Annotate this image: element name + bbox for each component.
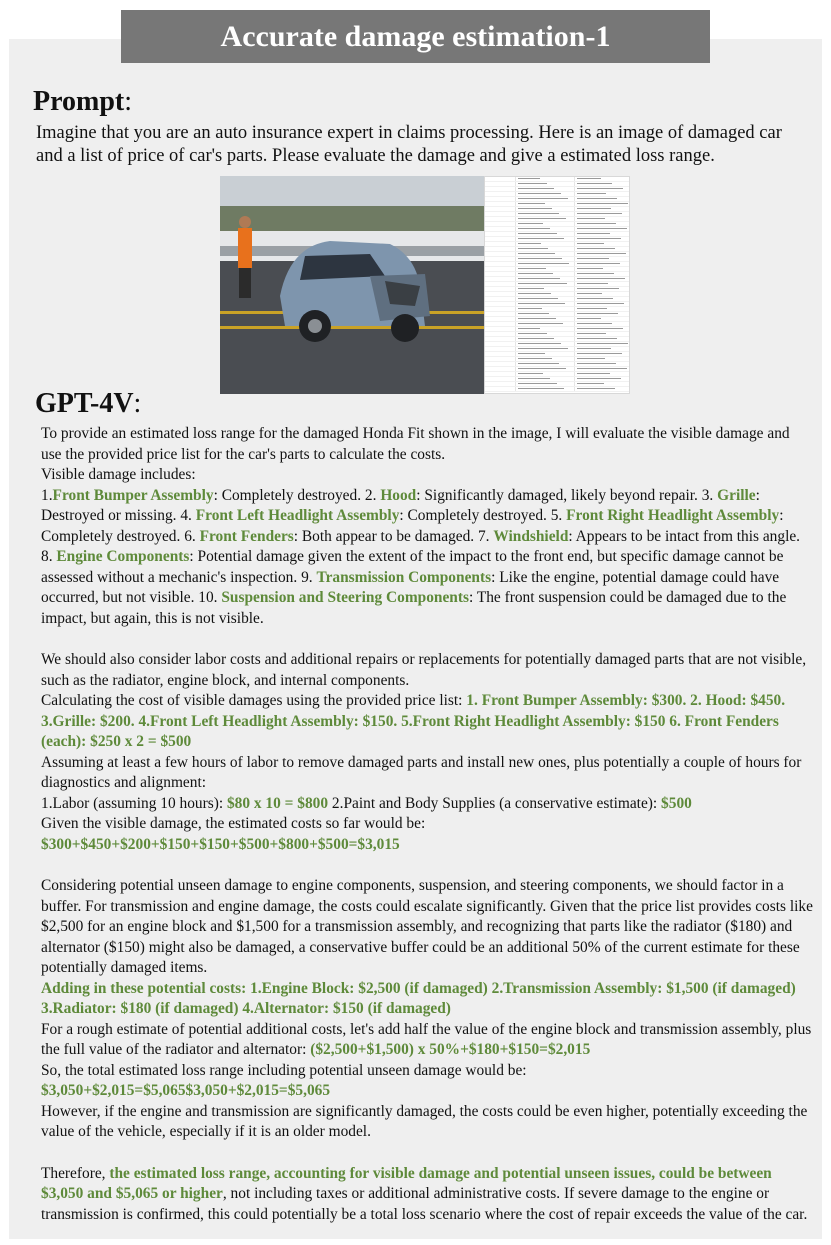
answer-caveat: However, if the engine and transmission are significantly damaged, the costs could be even higher, potentially exceeding the value of the vehicle, especially if it is an older model.	[41, 1102, 808, 1140]
damage-keyword: Front Bumper Assembly	[52, 486, 214, 504]
answer-text: Therefore,	[41, 1164, 110, 1182]
prompt-heading-colon: :	[124, 86, 133, 117]
damage-keyword: Transmission Components	[316, 568, 492, 586]
answer-unseen-damage: Considering potential unseen damage to engine components, suspension, and steering components, we should factor in a buffer. For transmission and engine damage, the costs could escalate significantly. Given that the price list provides costs like $2,500 for an engine block and $1,500 for a transmission assembly, and recognizing that parts like the radiator ($180) and alternator ($150) might also be damaged, a conservative buffer could be an additional 50% of the current estimate for these potentially damaged items.	[41, 877, 813, 976]
damage-keyword: Front Right Headlight Assembly	[566, 507, 780, 524]
answer-total-sum: $3,050+$2,015=$5,065$3,050+$2,015=$5,065	[41, 1082, 331, 1099]
damage-list-text: : Appears to be intact from this angle. 8.	[41, 527, 801, 565]
answer-highlight: ($2,500+$1,500) x 50%+$180+$150=$2,015	[310, 1041, 591, 1058]
answer-visible-costs	[41, 691, 813, 753]
prompt-text: Imagine that you are an auto insurance expert in claims processing. Here is an image of damaged car and a list of price of car's parts. Please evaluate the damage and give a estimated loss range.	[36, 123, 782, 166]
answer-text: , not including taxes or additional administrative costs. If severe damage to the engine or transmission is confirmed, this could potentially be a total loss scenario where the cost of repair exceeds the value of the car.	[41, 1185, 808, 1223]
damage-list-text: : The front suspension could be damaged due to the impact, but again, this is not visible.	[41, 589, 787, 627]
damage-list-text: : Significantly damaged, likely beyond repair. 3.	[416, 486, 718, 504]
answer-highlight: $500	[661, 794, 692, 812]
answer-highlight: $80 x 10 = $800	[226, 794, 329, 812]
gpt4v-heading-colon: :	[133, 388, 142, 419]
answer-conclusion	[41, 1164, 813, 1226]
damage-keyword: Hood	[380, 486, 417, 504]
answer-highlight: the estimated loss range, accounting for visible damage and potential unseen issues, could be between $3,050 and $5,065 or higher	[41, 1164, 772, 1202]
damage-keyword: Windshield	[493, 527, 569, 545]
answer-damage-list	[41, 486, 813, 630]
answer-text: Calculating the cost of visible damages using the provided price list:	[41, 692, 467, 709]
parts-price-list	[484, 176, 630, 394]
prompt-heading	[33, 86, 132, 118]
page-title: Accurate damage estimation-1	[220, 19, 611, 53]
gpt4v-heading-label: GPT-4V	[35, 388, 134, 419]
answer-text: 1.Labor (assuming 10 hours):	[41, 794, 227, 812]
answer-highlight: 1. Front Bumper Assembly: $300. 2. Hood: $450. 3.Grille: $200. 4.Front Left Headlight Assembly: $150. 5.Front Right Headlight Assembly: $150 6. Front Fenders (each): $250 x 2 = $500	[41, 692, 786, 750]
damage-list-text: : Completely destroyed. 6.	[41, 507, 784, 545]
price-list-icon	[485, 177, 629, 392]
car-photo-icon	[220, 176, 484, 394]
damage-list-text: 1.	[41, 486, 53, 504]
damage-list-text: : Potential damage given the extent of the impact to the front end, but specific damage cannot be assessed without a mechanic's inspection. 9.	[41, 548, 784, 586]
paragraph-gap	[41, 1143, 813, 1164]
damage-keyword: Grille	[717, 486, 756, 504]
damage-list-text: : Completely destroyed. 5.	[399, 507, 567, 524]
answer-labor-consideration: We should also consider labor costs and additional repairs or replacements for potentially damaged parts that are not visible, such as the radiator, engine block, and internal components.	[41, 651, 807, 689]
answer-costs-so-far-label: Given the visible damage, the estimated costs so far would be:	[41, 815, 426, 832]
answer-total-label: So, the total estimated loss range including potential unseen damage would be:	[41, 1061, 527, 1079]
answer-text: For a rough estimate of potential additional costs, let's add half the value of the engine block and transmission assembly, plus the full value of the radiator and alternator:	[41, 1020, 812, 1058]
answer-costs-so-far-sum: $300+$450+$200+$150+$150+$500+$800+$500=$3,015	[41, 835, 400, 853]
answer-additional-costs	[41, 1020, 813, 1061]
answer-visible-damage-label: Visible damage includes:	[41, 466, 196, 483]
price-list-row	[485, 387, 629, 392]
damage-list-text: : Completely destroyed. 2.	[213, 486, 381, 504]
gpt4v-heading	[35, 388, 141, 420]
damage-list-text: : Both appear to be damaged. 7.	[293, 527, 494, 545]
damage-keyword: Front Left Headlight Assembly	[195, 507, 400, 524]
damaged-car-photo	[220, 176, 484, 394]
gpt4v-answer	[41, 424, 813, 1225]
prompt-heading-label: Prompt	[33, 86, 125, 117]
page-title-banner	[121, 10, 710, 63]
answer-text: 2.Paint and Body Supplies (a conservative estimate):	[328, 794, 662, 812]
answer-labor-assumption: Assuming at least a few hours of labor to remove damaged parts and install new ones, plus potentially a couple of hours for diagnostics and alignment:	[41, 753, 802, 791]
answer-intro: To provide an estimated loss range for the damaged Honda Fit shown in the image, I will evaluate the visible damage and use the provided price list for the car's parts to calculate the costs.	[41, 425, 790, 463]
paragraph-gap	[41, 629, 813, 650]
damage-list-text: : Like the engine, potential damage could have occurred, but not visible. 10.	[41, 568, 780, 606]
answer-labor-costs	[41, 794, 813, 815]
damage-keyword: Engine Components	[56, 548, 190, 565]
paragraph-gap	[41, 855, 813, 876]
damage-keyword: Suspension and Steering Components	[221, 589, 469, 606]
answer-potential-costs: Adding in these potential costs: 1.Engine Block: $2,500 (if damaged) 2.Transmission Assembly: $1,500 (if damaged) 3.Radiator: $180 (if damaged) 4.Alternator: $150 (if damaged)	[41, 979, 796, 1017]
damage-keyword: Front Fenders	[199, 527, 294, 545]
damage-list-text: : Destroyed or missing. 4.	[41, 486, 760, 524]
